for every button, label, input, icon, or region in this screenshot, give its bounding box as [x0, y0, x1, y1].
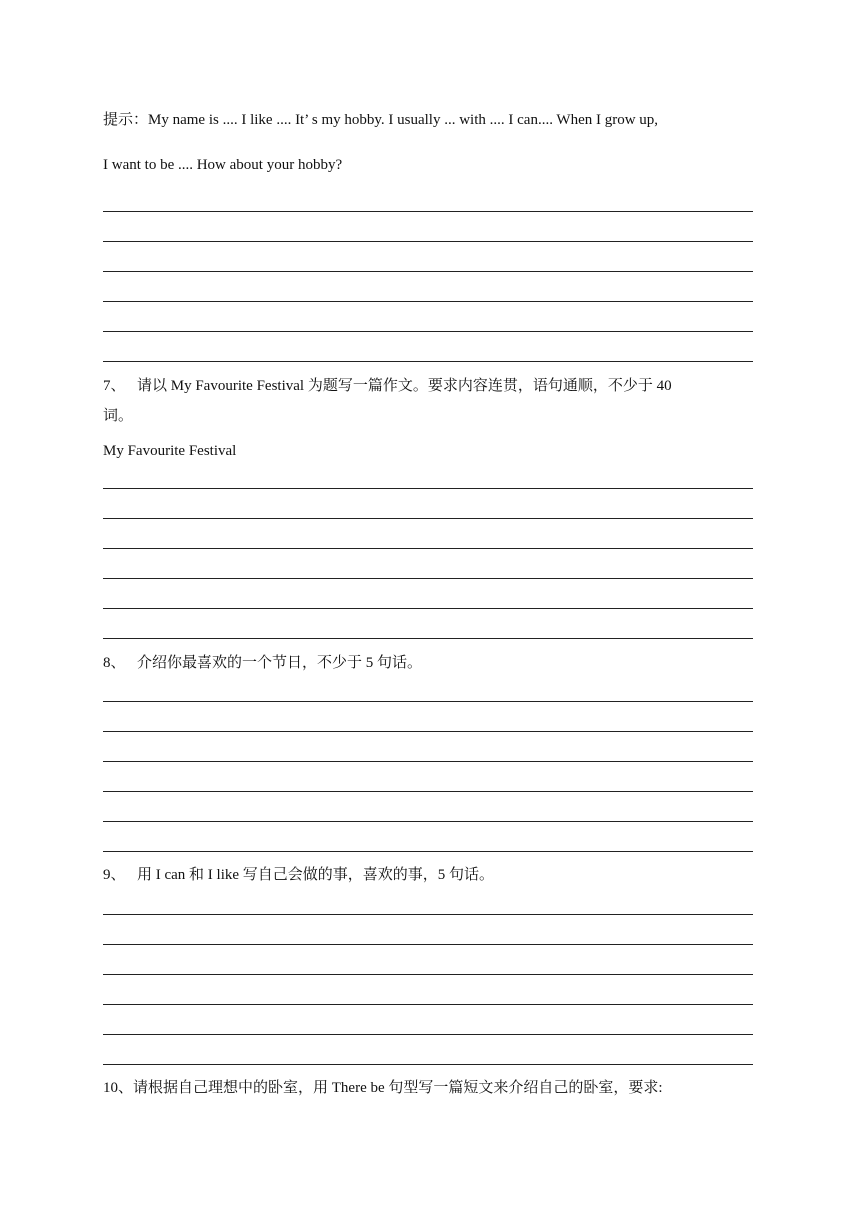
question-number: 8、 — [103, 655, 126, 671]
question-8 — [103, 653, 422, 673]
answer-line[interactable] — [103, 1004, 753, 1005]
answer-line[interactable] — [103, 578, 753, 579]
answer-line[interactable] — [103, 518, 753, 519]
answer-line[interactable] — [103, 211, 753, 212]
question-9 — [103, 865, 494, 885]
answer-line[interactable] — [103, 791, 753, 792]
answer-line[interactable] — [103, 1064, 753, 1065]
answer-line[interactable] — [103, 488, 753, 489]
question-text: 请以 My Favourite Festival 为题写一篇作文。要求内容连贯，语句通顺，不少于 40 — [137, 378, 672, 394]
question-7-continuation: 词。 — [103, 408, 134, 424]
answer-line[interactable] — [103, 241, 753, 242]
answer-line[interactable] — [103, 914, 753, 915]
answer-line[interactable] — [103, 701, 753, 702]
essay-title: My Favourite Festival — [103, 443, 237, 459]
answer-line[interactable] — [103, 944, 753, 945]
answer-line[interactable] — [103, 331, 753, 332]
question-text: 用 I can 和 I like 写自己会做的事，喜欢的事，5 句话。 — [137, 867, 495, 883]
hint-line-2: I want to be .... How about your hobby? — [103, 157, 343, 173]
answer-line[interactable] — [103, 821, 753, 822]
answer-line[interactable] — [103, 271, 753, 272]
answer-line[interactable] — [103, 974, 753, 975]
answer-line[interactable] — [103, 761, 753, 762]
answer-line[interactable] — [103, 548, 753, 549]
answer-line[interactable] — [103, 1034, 753, 1035]
question-number: 7、 — [103, 378, 126, 394]
answer-line[interactable] — [103, 638, 753, 639]
answer-line[interactable] — [103, 608, 753, 609]
hint-line-1: 提示：My name is .... I like .... It’ s my hobby. I usually ... with .... I can.... When I grow up, — [103, 112, 659, 128]
question-number: 9、 — [103, 867, 126, 883]
answer-line[interactable] — [103, 851, 753, 852]
answer-line[interactable] — [103, 301, 753, 302]
question-text: 介绍你最喜欢的一个节日，不少于 5 句话。 — [137, 655, 423, 671]
question-10: 10、请根据自己理想中的卧室，用 There be 句型写一篇短文来介绍自己的卧室，要求: — [103, 1080, 663, 1096]
answer-line[interactable] — [103, 731, 753, 732]
answer-line[interactable] — [103, 361, 753, 362]
question-7 — [103, 376, 672, 396]
